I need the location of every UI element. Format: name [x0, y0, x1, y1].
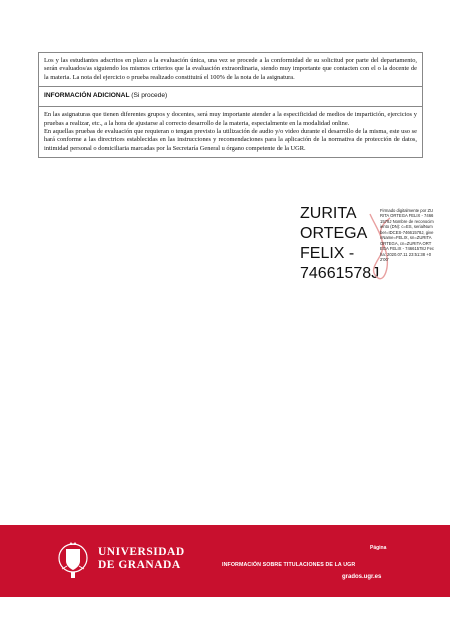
section-title-note: (Si procede) — [129, 92, 168, 100]
signer-name-line: ZURITA — [300, 205, 357, 222]
university-name-line-1: UNIVERSIDAD — [98, 546, 185, 558]
ugr-footer — [0, 525, 450, 597]
degrees-url[interactable]: grados.ugr.es — [342, 574, 382, 580]
additional-info-cell — [39, 106, 422, 157]
degrees-info-title: INFORMACIÓN SOBRE TITULACIONES DE LA UGR — [222, 562, 356, 568]
signer-name-line: 74661578J — [300, 265, 380, 282]
section-header — [39, 86, 422, 106]
signer-name-line: FELIX - — [300, 245, 355, 262]
university-name-line-2: DE GRANADA — [98, 559, 181, 571]
signature-details: Firmado digitalmente por ZURITA ORTEGA FELIX - 74661578J Nombre de reconocimiento (DN): c=ES, serialNumber=IDCES-74661578J, givenName=FELIX, sn=ZURITA ORTEGA, cn=ZURITA ORTEGA FELIX - 74661578J Fecha: 2020.07.11 23:51:38 +02'00' — [380, 208, 435, 263]
content-table — [38, 52, 423, 158]
digital-signature — [300, 204, 435, 294]
evaluation-paragraph: Los y las estudiantes adscritos en plazo a la evaluación única, una vez se procede a la conformidad de su solicitud por parte del departamento, serán evaluados/as siguiendo los mismos criterios que la evaluación extraordinaria, siendo muy importante que contacten con el o la docente de la materia. La nota del ejercicio o prueba realizado constituirá el 100% de la nota de la asignatura. — [44, 57, 417, 81]
page-number-label: Página — [370, 545, 387, 551]
university-crest-icon — [56, 539, 90, 581]
section-title: INFORMACIÓN ADICIONAL — [44, 92, 130, 100]
evaluation-paragraph-cell — [39, 53, 422, 86]
signer-name-line: ORTEGA — [300, 225, 368, 242]
ugr-logo — [56, 539, 196, 583]
additional-info-paragraph-2: En aquellas pruebas de evaluación que requieran o tengan previsto la utilización de audio y/o video durante el desarrollo de la misma, este uso se hará conforme a las directrices establecidas en las instrucciones y recomendaciones para la aplicación de la normativa de protección de datos, intimidad personal o domiciliaria marcadas por la Secretaría General u órgano competente de la UGR. — [44, 127, 417, 152]
university-name — [98, 546, 185, 572]
additional-info-paragraph-1: En las asignaturas que tienen diferentes grupos y docentes, será muy importante atender a la especificidad de medios de impartición, ejercicios y pruebas a realizar, etc., a la hora de ajustarse al correcto desarrollo de la materia, especialmente en la modalidad online. — [44, 111, 417, 127]
